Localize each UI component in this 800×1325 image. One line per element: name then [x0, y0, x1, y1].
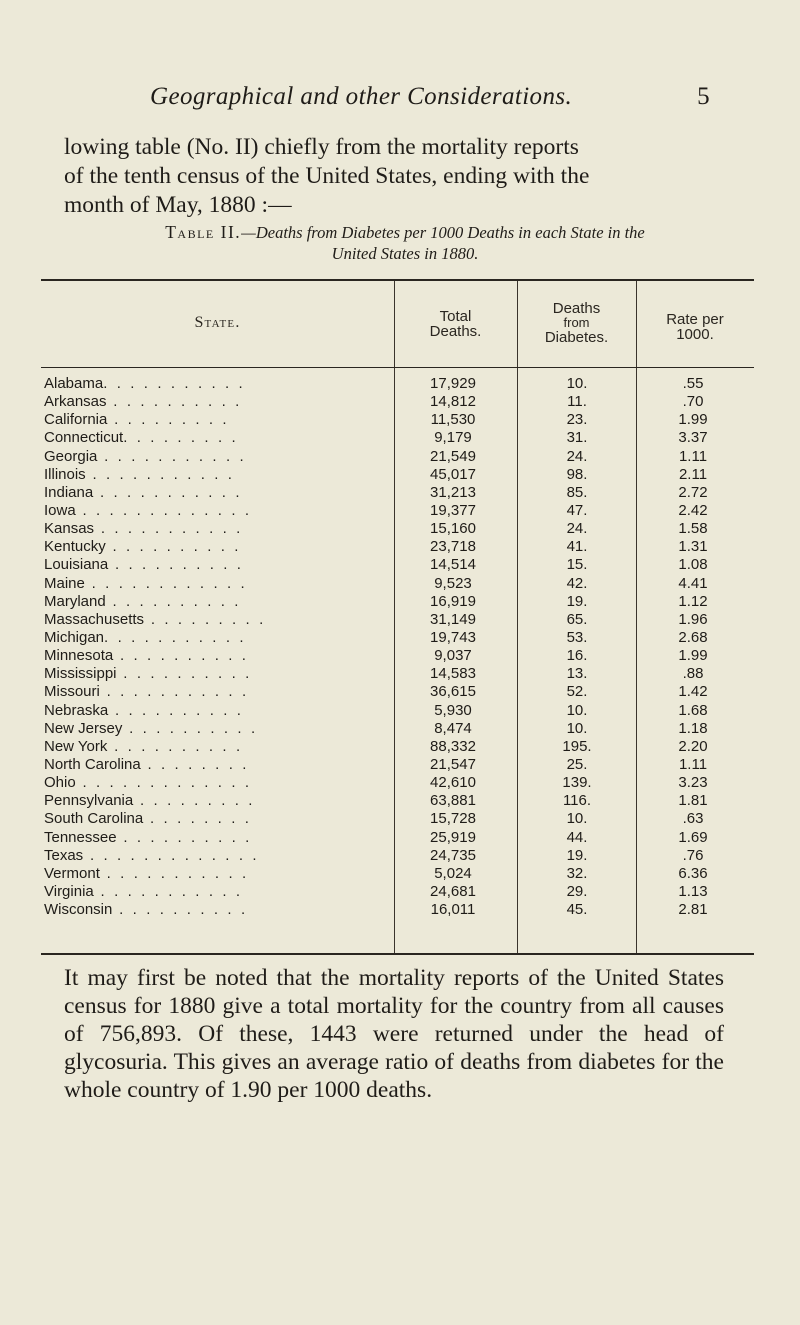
rate-cell: 6.36 [678, 864, 708, 882]
rate-cell: 1.58 [678, 520, 708, 538]
state-cell [44, 520, 394, 538]
diabetes-deaths-cell: 45. [566, 901, 588, 919]
table-row [41, 665, 754, 683]
leader-dots: . . . . . . . . . . [116, 828, 252, 846]
state-cell [44, 484, 394, 502]
table-caption-text-2: United States in 1880. [331, 244, 479, 263]
diabetes-deaths-cell: 47. [566, 501, 588, 519]
total-deaths-cell: 24,735 [430, 846, 476, 864]
diabetes-deaths-cell: 41. [566, 538, 588, 556]
diabetes-deaths-cell: 139. [562, 774, 592, 792]
total-deaths-cell: 19,743 [430, 628, 476, 646]
header-deaths-line: Diabetes. [544, 329, 609, 346]
rate-cell: 2.68 [678, 628, 708, 646]
state-name: Connecticut [44, 429, 124, 447]
table-row [41, 466, 754, 484]
rate-cell: 2.11 [678, 465, 708, 483]
state-name: Ohio [44, 774, 76, 792]
state-name: Vermont [44, 864, 100, 882]
table-row [41, 375, 754, 393]
state-name: Tennessee [44, 828, 117, 846]
state-name: New York [44, 737, 108, 755]
table-row [41, 883, 754, 901]
leader-dots: . . . . . . . . . . . [104, 628, 247, 646]
total-deaths-cell: 15,160 [430, 520, 476, 538]
total-deaths-cell: 23,718 [430, 538, 476, 556]
state-name: Alabama [44, 375, 104, 392]
running-head [150, 83, 710, 111]
rate-cell: 1.11 [678, 447, 708, 465]
diabetes-deaths-cell: 29. [566, 882, 588, 900]
rate-cell: 1.31 [678, 538, 708, 556]
diabetes-deaths-cell: 10. [566, 701, 588, 719]
rate-cell: 1.99 [678, 647, 708, 665]
leader-dots: . . . . . . . . . . . [99, 864, 249, 882]
rate-cell: 1.68 [678, 701, 708, 719]
leader-dots: . . . . . . . . . . [105, 592, 242, 610]
header-deaths [517, 301, 636, 345]
total-deaths-cell: 16,919 [430, 592, 476, 610]
total-deaths-cell: 63,881 [430, 792, 476, 810]
diabetes-deaths-cell: 23. [566, 411, 588, 429]
state-cell [44, 647, 394, 665]
state-cell [44, 901, 394, 919]
table-row [41, 738, 754, 756]
rate-cell: 1.69 [678, 828, 708, 846]
table-row [41, 810, 754, 828]
state-cell [44, 429, 394, 447]
diabetes-deaths-cell: 19. [566, 846, 588, 864]
mortality-table [41, 279, 754, 955]
table-row [41, 792, 754, 810]
table-caption-label: Table II. [165, 222, 242, 242]
leader-dots: . . . . . . . . . . . [99, 683, 249, 701]
table-row [41, 484, 754, 502]
rate-cell: 1.08 [678, 556, 708, 574]
total-deaths-cell: 5,024 [434, 864, 472, 882]
header-rate-line: Rate per [666, 311, 724, 328]
diabetes-deaths-cell: 15. [566, 556, 588, 574]
diabetes-deaths-cell: 42. [566, 574, 588, 592]
table-row [41, 538, 754, 556]
state-cell [44, 665, 394, 683]
rate-cell: 1.99 [678, 411, 708, 429]
diabetes-deaths-cell: 85. [566, 483, 588, 501]
state-cell [44, 865, 394, 883]
diabetes-deaths-cell: 16. [566, 647, 588, 665]
state-cell [44, 611, 394, 629]
state-cell [44, 393, 394, 411]
table-row [41, 829, 754, 847]
diabetes-deaths-cell: 44. [566, 828, 588, 846]
total-deaths-cell: 24,681 [430, 882, 476, 900]
state-cell [44, 411, 394, 429]
leader-dots: . . . . . . . . . . . . . [75, 774, 252, 792]
total-deaths-cell: 31,213 [430, 483, 476, 501]
total-deaths-cell: 9,037 [434, 647, 472, 665]
header-rate [636, 312, 754, 342]
leader-dots: . . . . . . . . . . [108, 701, 244, 719]
table-row [41, 629, 754, 647]
state-name: New Jersey [44, 719, 123, 737]
total-deaths-cell: 21,549 [430, 447, 476, 465]
total-deaths-cell: 8,474 [434, 719, 472, 737]
state-name: Missouri [44, 683, 100, 701]
leader-dots: . . . . . . . . . . . [93, 483, 243, 501]
table-row [41, 611, 754, 629]
header-rule [41, 367, 754, 368]
rate-cell: .70 [682, 393, 704, 411]
diabetes-deaths-cell: 32. [566, 864, 588, 882]
state-name: Maine [44, 574, 85, 592]
state-name: Minnesota [44, 647, 114, 665]
rate-cell: 3.23 [678, 774, 708, 792]
table-row [41, 393, 754, 411]
state-name: North Carolina [44, 755, 141, 773]
diabetes-deaths-cell: 10. [566, 375, 588, 392]
diabetes-deaths-cell: 10. [566, 810, 588, 828]
table-row [41, 901, 754, 919]
intro-line: lowing table (No. II) chiefly from the mortality reports [64, 134, 579, 160]
total-deaths-cell: 5,930 [434, 701, 472, 719]
rate-cell: 2.72 [678, 483, 708, 501]
total-deaths-cell: 42,610 [430, 774, 476, 792]
total-deaths-cell: 17,929 [430, 375, 476, 392]
diabetes-deaths-cell: 65. [566, 610, 588, 628]
state-name: Texas [44, 846, 84, 864]
rate-cell: 4.41 [678, 574, 708, 592]
diabetes-deaths-cell: 13. [566, 665, 588, 683]
rate-cell: 1.12 [678, 592, 708, 610]
state-cell [44, 810, 394, 828]
running-head-title: Geographical and other Considerations. [150, 83, 573, 110]
total-deaths-cell: 19,377 [430, 501, 476, 519]
total-deaths-cell: 11,530 [430, 411, 476, 429]
header-total-line: Deaths. [429, 323, 482, 340]
table-caption [60, 222, 750, 264]
state-cell [44, 556, 394, 574]
table-row [41, 683, 754, 701]
diabetes-deaths-cell: 11. [567, 393, 587, 411]
state-cell [44, 720, 394, 738]
leader-dots: . . . . . . . . . [123, 429, 239, 447]
table-row [41, 575, 754, 593]
intro-line: of the tenth census of the United States, ending with the [64, 163, 590, 189]
state-cell [44, 847, 394, 865]
state-cell [44, 575, 394, 593]
table-body [41, 375, 754, 919]
rate-cell: .55 [682, 375, 704, 392]
leader-dots: . . . . . . . . . . [116, 665, 252, 683]
leader-dots: . . . . . . . . . . [122, 719, 258, 737]
leader-dots: . . . . . . . . . . . [93, 882, 243, 900]
state-name: Nebraska [44, 701, 109, 719]
header-state: State. [194, 314, 241, 331]
leader-dots: . . . . . . . . . . . [85, 465, 235, 483]
leader-dots: . . . . . . . . . . [113, 647, 249, 665]
total-deaths-cell: 31,149 [430, 610, 476, 628]
state-cell [44, 466, 394, 484]
total-deaths-cell: 9,179 [434, 429, 472, 447]
state-cell [44, 629, 394, 647]
leader-dots: . . . . . . . . . . [106, 393, 242, 411]
total-deaths-cell: 25,919 [430, 828, 476, 846]
header-deaths-line: from [563, 315, 590, 330]
leader-dots: . . . . . . . . . . [108, 556, 244, 574]
state-name: Indiana [44, 483, 94, 501]
state-cell [44, 774, 394, 792]
total-deaths-cell: 14,514 [430, 556, 476, 574]
state-name: South Carolina [44, 810, 144, 828]
state-name: Illinois [44, 465, 86, 483]
table-row [41, 847, 754, 865]
diabetes-deaths-cell: 98. [566, 465, 588, 483]
intro-paragraph [64, 133, 724, 220]
rate-cell: 2.42 [678, 501, 708, 519]
leader-dots: . . . . . . . . . . . [94, 520, 243, 538]
table-row [41, 702, 754, 720]
diabetes-deaths-cell: 195. [562, 737, 592, 755]
total-deaths-cell: 14,583 [430, 665, 476, 683]
leader-dots: . . . . . . . . . [133, 792, 256, 810]
rate-cell: 1.18 [678, 719, 708, 737]
state-name: Michigan [44, 628, 105, 646]
leader-dots: . . . . . . . . . [107, 411, 230, 429]
state-cell [44, 756, 394, 774]
state-name: California [44, 411, 108, 429]
leader-dots: . . . . . . . . . . [107, 737, 243, 755]
diabetes-deaths-cell: 31. [566, 429, 588, 447]
total-deaths-cell: 36,615 [430, 683, 476, 701]
diabetes-deaths-cell: 24. [566, 520, 588, 538]
rate-cell: 2.20 [678, 737, 708, 755]
diabetes-deaths-cell: 19. [566, 592, 588, 610]
total-deaths-cell: 15,728 [430, 810, 476, 828]
state-cell [44, 375, 394, 393]
rate-cell: 3.37 [678, 429, 708, 447]
state-name: Georgia [44, 447, 98, 465]
table-caption-text: —Deaths from Diabetes per 1000 Deaths in each State in the [241, 223, 645, 242]
state-cell [44, 683, 394, 701]
state-cell [44, 593, 394, 611]
total-deaths-cell: 45,017 [430, 465, 476, 483]
leader-dots: . . . . . . . . . . . . [84, 574, 248, 592]
table-row [41, 411, 754, 429]
state-cell [44, 702, 394, 720]
leader-dots: . . . . . . . . . . . [97, 447, 247, 465]
page-number: 5 [697, 83, 710, 110]
state-cell [44, 738, 394, 756]
state-cell [44, 829, 394, 847]
leader-dots: . . . . . . . . . . . . . [75, 501, 252, 519]
state-name: Wisconsin [44, 901, 113, 919]
state-name: Maryland [44, 592, 106, 610]
rate-cell: 1.11 [678, 755, 708, 773]
table-row [41, 774, 754, 792]
rate-cell: 1.42 [678, 683, 708, 701]
state-name: Mississippi [44, 665, 117, 683]
diabetes-deaths-cell: 53. [566, 628, 588, 646]
rate-cell: .88 [682, 665, 704, 683]
state-cell [44, 538, 394, 556]
table-row [41, 593, 754, 611]
rate-cell: 1.96 [678, 610, 708, 628]
table-row [41, 520, 754, 538]
rate-cell: 2.81 [678, 901, 708, 919]
rate-cell: 1.13 [678, 882, 708, 900]
table-row [41, 429, 754, 447]
leader-dots: . . . . . . . . . . [105, 538, 242, 556]
intro-line: month of May, 1880 :— [64, 192, 292, 218]
total-deaths-cell: 88,332 [430, 737, 476, 755]
table-row [41, 502, 754, 520]
table-row [41, 720, 754, 738]
table-row [41, 756, 754, 774]
total-deaths-cell: 14,812 [430, 393, 476, 411]
leader-dots: . . . . . . . . . . [112, 901, 248, 919]
state-cell [44, 448, 394, 466]
state-name: Kentucky [44, 538, 106, 556]
rate-cell: .63 [682, 810, 704, 828]
leader-dots: . . . . . . . . . . . [103, 375, 246, 392]
leader-dots: . . . . . . . . . [144, 610, 266, 628]
header-total [394, 309, 517, 339]
diabetes-deaths-cell: 52. [566, 683, 588, 701]
state-name: Massachusetts [44, 610, 145, 628]
state-name: Virginia [44, 882, 94, 900]
diabetes-deaths-cell: 24. [566, 447, 588, 465]
state-name: Louisiana [44, 556, 109, 574]
closing-paragraph: It may first be noted that the mortality reports of the United States census for 1880 give a total mortality for the country from all causes of 756,893. Of these, 1443 were returned under the head of glycosuria. This gives an average ratio of deaths from diabetes for the whole country of 1.90 per 1000 deaths. [64, 965, 724, 1103]
diabetes-deaths-cell: 10. [566, 719, 588, 737]
table-row [41, 556, 754, 574]
diabetes-deaths-cell: 116. [562, 792, 592, 810]
state-cell [44, 502, 394, 520]
table-row [41, 647, 754, 665]
leader-dots: . . . . . . . . [143, 810, 252, 828]
state-cell [44, 883, 394, 901]
header-total-line: Total [439, 308, 472, 325]
table-row [41, 448, 754, 466]
rate-cell: 1.81 [678, 792, 708, 810]
leader-dots: . . . . . . . . . . . . . [83, 846, 260, 864]
header-rate-line: 1000. [676, 326, 714, 343]
diabetes-deaths-cell: 25. [566, 755, 588, 773]
table-row [41, 865, 754, 883]
state-name: Arkansas [44, 393, 107, 411]
header-deaths-line: Deaths [552, 300, 601, 317]
state-name: Kansas [44, 520, 95, 538]
state-name: Iowa [44, 501, 76, 519]
leader-dots: . . . . . . . . [140, 755, 249, 773]
total-deaths-cell: 16,011 [430, 901, 476, 919]
rate-cell: .76 [682, 846, 704, 864]
total-deaths-cell: 21,547 [430, 755, 476, 773]
total-deaths-cell: 9,523 [434, 574, 472, 592]
state-name: Pennsylvania [44, 792, 134, 810]
state-cell [44, 792, 394, 810]
